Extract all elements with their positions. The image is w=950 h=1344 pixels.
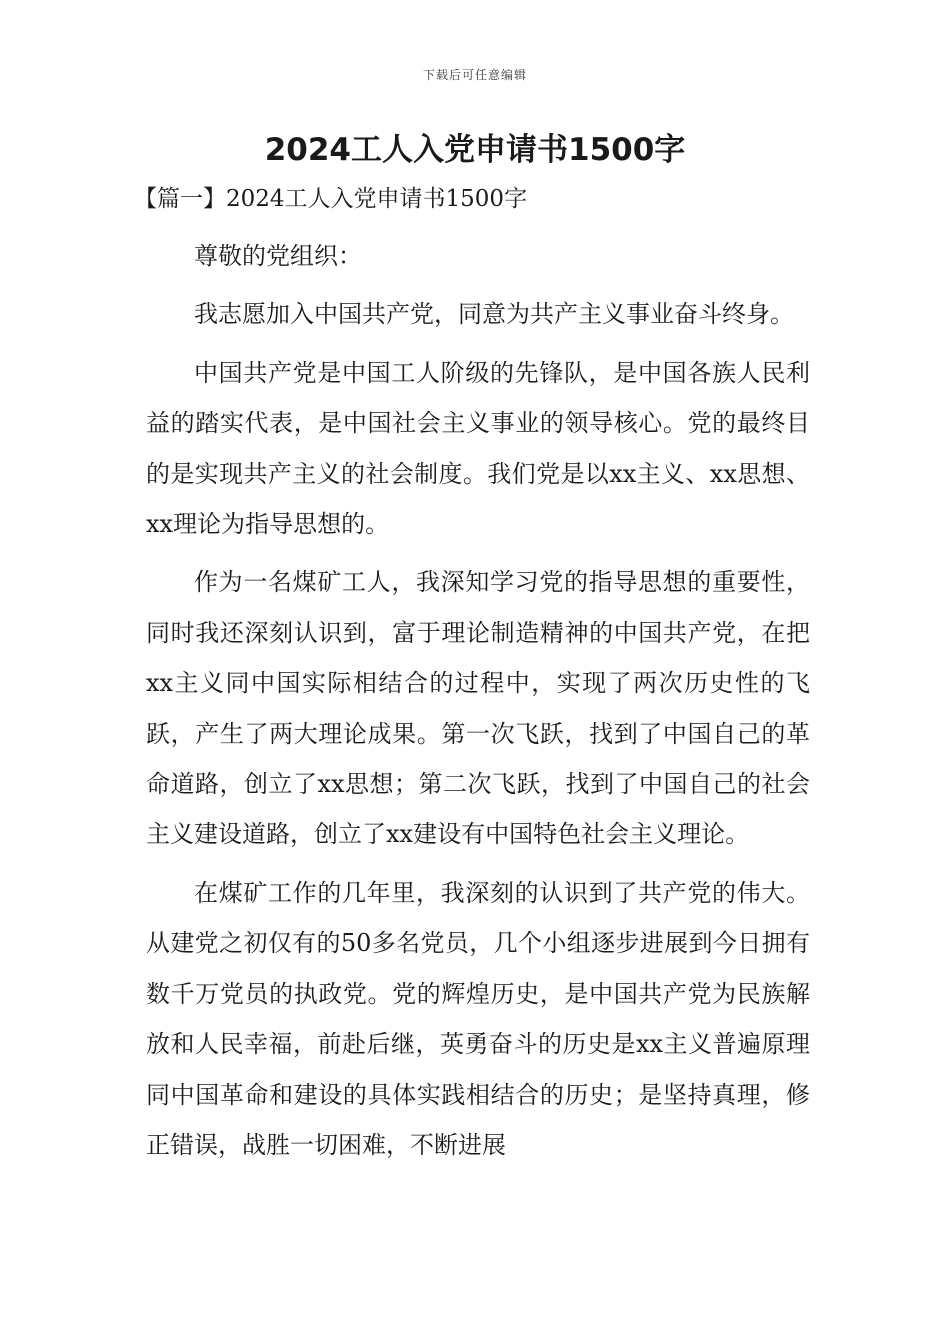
header-note: 下载后可任意编辑 (422, 68, 527, 82)
section-heading: 【篇一】2024工人入党申请书1500字 (134, 186, 528, 212)
salutation: 尊敬的党组织： (194, 242, 362, 270)
paragraph-1: 我志愿加入中国共产党，同意为共产主义事业奋斗终身。 (194, 300, 794, 329)
paragraph-4: 在煤矿工作的几年里，我深刻的认识到了共产党的伟大。从建党之初仅有的50多名党员，几个小组逐步进展到今日拥有数千万党员的执政党。党的辉煌历史，是中国共产党为民族解放和人民幸福，前赴后继，英勇奋斗的历史是xx主义普遍原理同中国革命和建设的具体实践相结合的历史；是坚持真理，修正错误，战胜一切困难，不断进展 (146, 878, 810, 1159)
paragraph-3: 作为一名煤矿工人，我深知学习党的指导思想的重要性，同时我还深刻认识到，富于理论制造精神的中国共产党，在把xx主义同中国实际相结合的过程中，实现了两次历史性的飞跃，产生了两大理论成果。第一次飞跃，找到了中国自己的革命道路，创立了xx思想；第二次飞跃，找到了中国自己的社会主义建设道路，创立了xx建设有中国特色社会主义理论。 (146, 568, 810, 849)
document-body (134, 180, 810, 1178)
paragraph-2: 中国共产党是中国工人阶级的先锋队，是中国各族人民利益的踏实代表，是中国社会主义事业的领导核心。党的最终目的是实现共产主义的社会制度。我们党是以xx主义、xx思想、xx理论为指导思想的。 (146, 358, 810, 539)
document-title: 2024工人入党申请书1500字 (264, 132, 686, 168)
